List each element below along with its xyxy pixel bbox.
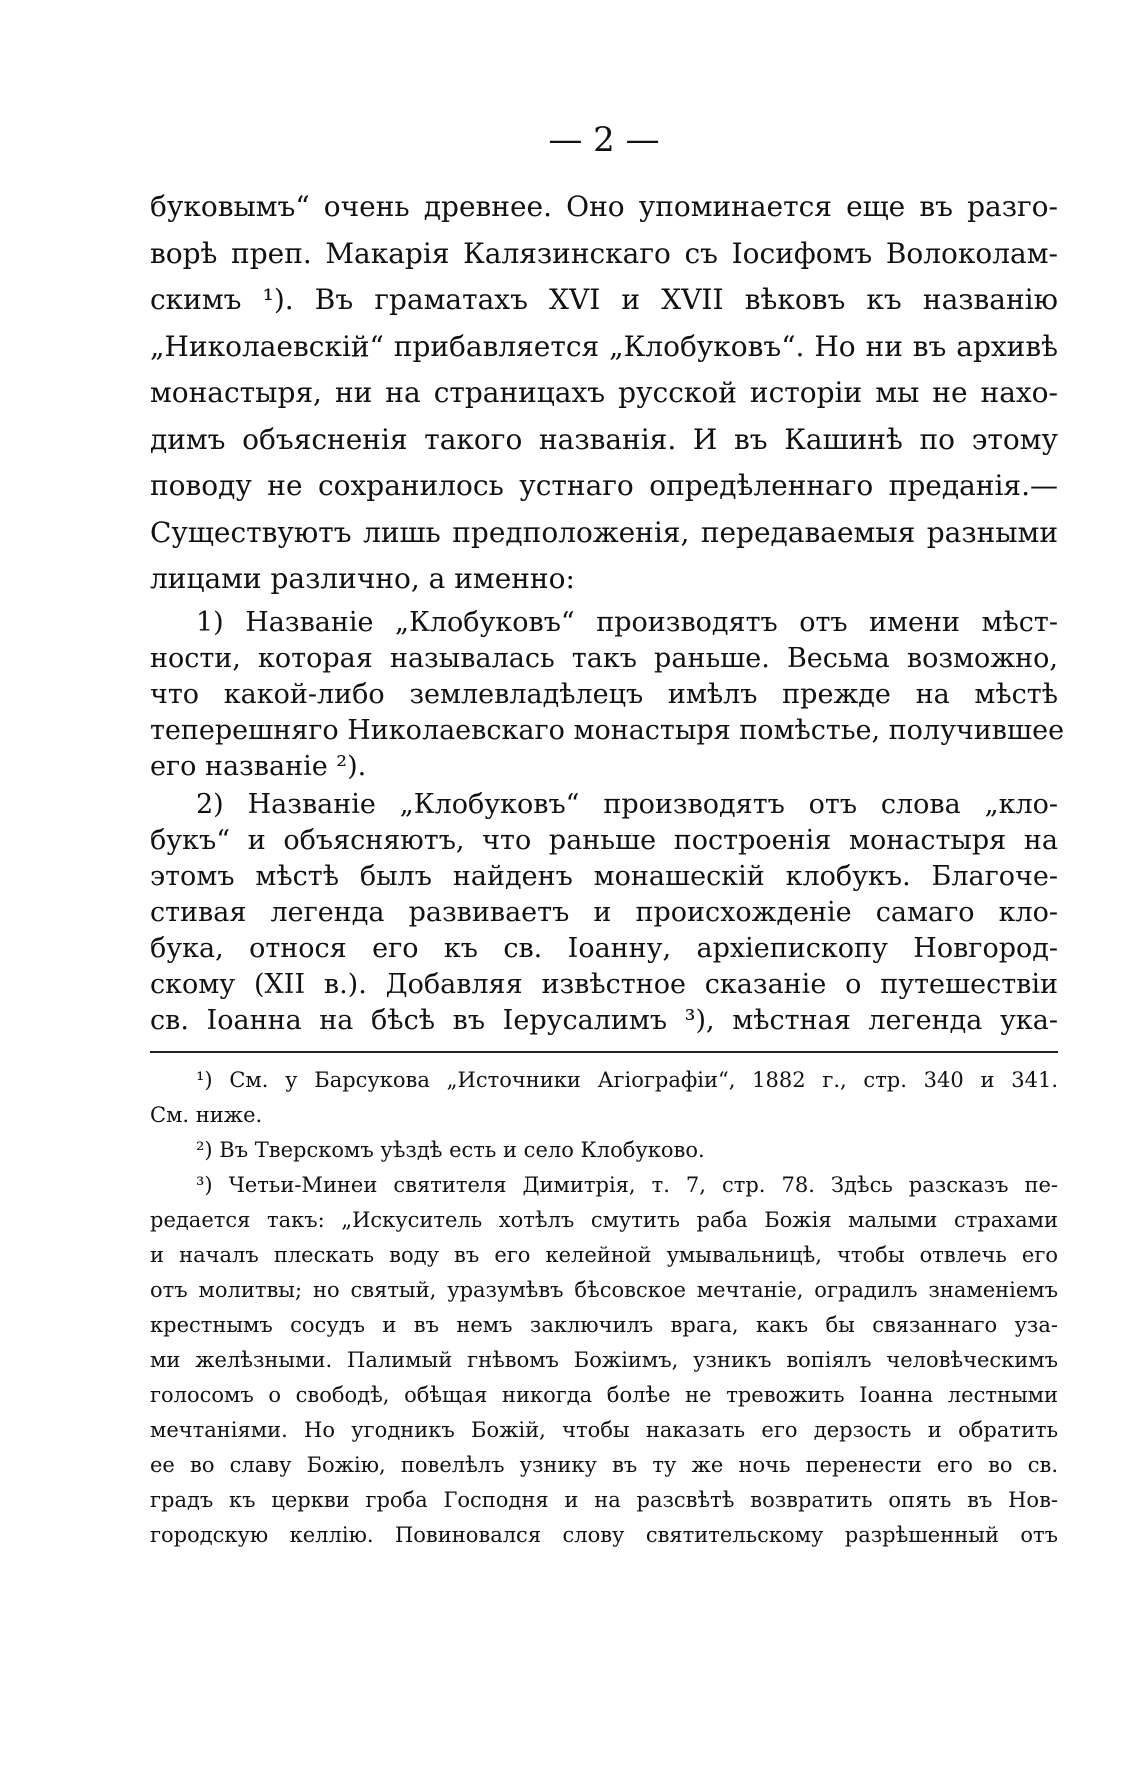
footnote-3-line: ее во славу Божію, повелѣлъ узнику въ ту же ночь перенести его во св. [150, 1452, 1058, 1477]
text-line: теперешняго Николаевскаго монастыря помѣстье, получившее [150, 714, 1065, 746]
text-line: что какой-либо землевладѣлецъ имѣлъ прежде на мѣстѣ [150, 678, 1058, 710]
text-line: монастыря, ни на страницахъ русской исторіи мы не нахо- [150, 376, 1058, 409]
footnote-1-line: См. ниже. [150, 1102, 263, 1127]
footnote-divider [150, 1051, 1058, 1053]
footnote-3-line: голосомъ о свободѣ, обѣщая никогда болѣе не тревожить Іоанна лестными [150, 1382, 1058, 1407]
footnote-2-line: ²) Въ Тверскомъ уѣздѣ есть и село Клобуково. [196, 1137, 705, 1162]
footnote-3-line: крестнымъ сосудъ и въ немъ заключилъ врага, какъ бы связаннаго уза- [150, 1312, 1058, 1337]
text-line: димъ объясненія такого названія. И въ Кашинѣ по этому [150, 422, 1058, 456]
text-line: скимъ ¹). Въ граматахъ XVI и XVII вѣковъ къ названію [150, 283, 1058, 316]
footnote-3-line: мечтаніями. Но угодникъ Божій, чтобы наказать его дерзость и обратить [150, 1417, 1058, 1442]
text-line: его названіе ²). [150, 750, 367, 782]
paragraph-intro [150, 184, 1058, 603]
text-line: стивая легенда развиваетъ и происхожденіе самаго кло- [150, 896, 1058, 928]
footnote-3-line: редается такъ: „Искуситель хотѣлъ смутить раба Божія малыми страхами [150, 1207, 1058, 1232]
text-line: ности, которая называлась такъ раньше. Весьма возможно, [150, 642, 1058, 674]
text-line: Существуютъ лишь предположенія, передаваемыя разными [150, 515, 1058, 549]
footnote-3-line: ³) Четьи-Минеи святителя Димитрія, т. 7, стр. 78. Здѣсь разсказъ пе- [196, 1172, 1058, 1197]
document-page [150, 120, 1065, 1553]
text-line: 2) Названіе „Клобуковъ“ производятъ отъ слова „кло- [196, 788, 1058, 820]
text-line: св. Іоанна на бѣсѣ въ Іерусалимъ ³), мѣстная легенда ука- [150, 1004, 1058, 1036]
footnote-3-line: городскую келлію. Повиновался слову святительскому разрѣшенный отъ [150, 1522, 1058, 1547]
text-line: лицами различно, а именно: [150, 562, 575, 595]
footnote-1-line: ¹) См. у Барсукова „Источники Агіографіи“, 1882 г., стр. 340 и 341. [196, 1067, 1058, 1092]
text-line: ворѣ преп. Макарія Калязинскаго съ Іосифомъ Волоколам- [150, 236, 1058, 270]
text-line: буковымъ“ очень древнее. Оно упоминается еще въ разго- [150, 190, 1058, 223]
footnote-3-line: отъ молитвы; но святый, уразумѣвъ бѣсовское мечтаніе, оградилъ знаменіемъ [150, 1277, 1058, 1302]
text-line: скому (XII в.). Добавляя извѣстное сказаніе о путешествіи [150, 968, 1058, 1000]
text-line: „Николаевскій“ прибавляется „Клобуковъ“. Но ни въ архивѣ [150, 329, 1058, 363]
footnote-3-line: и началъ плескать воду въ его келейной умывальницѣ, чтобы отвлечь его [150, 1242, 1058, 1267]
footnotes [150, 1063, 1058, 1553]
footnote-3-line: ми желѣзными. Палимый гнѣвомъ Божіимъ, узникъ вопіялъ человѣческимъ [150, 1347, 1058, 1372]
text-line: 1) Названіе „Клобуковъ“ производятъ отъ имени мѣст- [196, 606, 1058, 638]
text-line: букъ“ и объясняютъ, что раньше построенія монастыря на [150, 824, 1058, 856]
list-item-2 [150, 787, 1058, 1039]
page-number: — 2 — [548, 120, 660, 160]
text-line: этомъ мѣстѣ былъ найденъ монашескій клобукъ. Благоче- [150, 860, 1058, 892]
text-line: поводу не сохранилось устнаго опредѣленнаго преданія.— [150, 469, 1058, 502]
list-item-1 [150, 605, 1065, 785]
footnote-3-line: градъ къ церкви гроба Господня и на разсвѣтѣ возвратить опять въ Нов- [150, 1487, 1058, 1512]
text-line: бука, относя его къ св. Іоанну, архіепископу Новгород- [150, 932, 1058, 964]
